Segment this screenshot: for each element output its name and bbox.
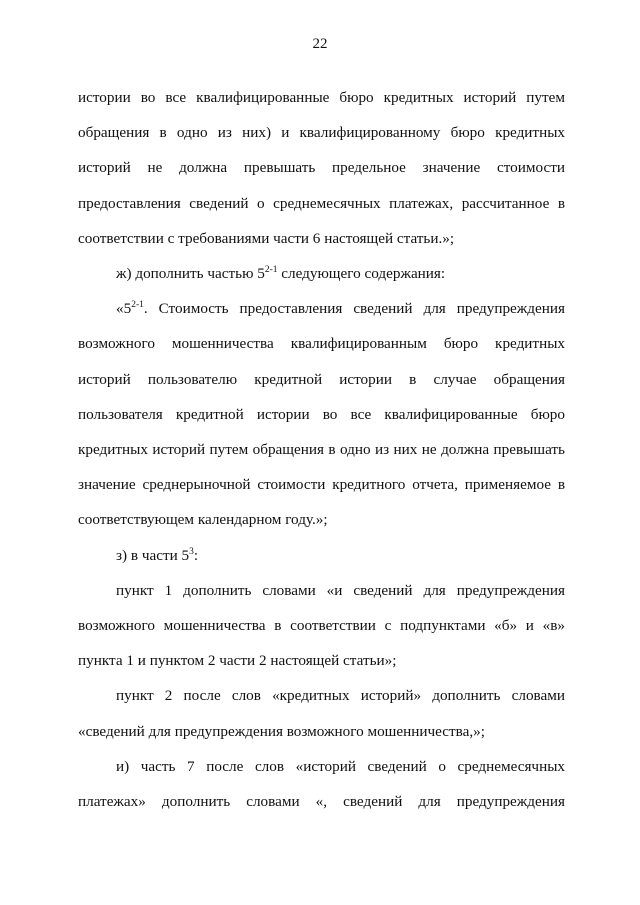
paragraph-text: «5 [116, 300, 132, 318]
paragraph-text: . Стоимость предоставления сведений для предупреждения возможного мошенничества квалифицированным бюро кредитных историй пользователю кредитной истории в случае обращения пользователя кредитной истории во все квалифицированные бюро кредитных историй путем обращения в одно из них не должна превышать значение среднерыночной стоимости кредитного отчета, применяемое в соответствующем календарном году.»; [78, 300, 565, 529]
paragraph-item-i: и) часть 7 после слов «историй сведений о среднемесячных платежах» дополнить словами «, сведений для предупреждения [78, 757, 565, 811]
paragraph-text: з) в части 5 [116, 546, 190, 564]
paragraph-item-zh [78, 256, 565, 291]
superscript: 2-1 [264, 265, 278, 276]
paragraph-continuation: истории во все квалифицированные бюро кредитных историй путем обращения в одно из них) и квалифицированному бюро кредитных историй не должна превышать предельное значение стоимости предоставления сведений о среднемесячных платежах, рассчитанное в соответствии с требованиями части 6 настоящей статьи.»; [78, 89, 565, 247]
paragraph-text: ж) дополнить частью 5 [116, 265, 265, 283]
document-body [78, 80, 565, 819]
paragraph-point-2: пункт 2 после слов «кредитных историй» дополнить словами «сведений для предупреждения возможного мошенничества,»; [78, 687, 565, 740]
paragraph-part-5-2-1 [78, 291, 565, 537]
superscript: 3 [189, 546, 194, 557]
paragraph-point-1: пункт 1 дополнить словами «и сведений для предупреждения возможного мошенничества в соответствии с подпунктами «б» и «в» пункта 1 и пунктом 2 части 2 настоящей статьи»; [78, 581, 565, 670]
paragraph-item-z [78, 538, 565, 573]
superscript: 2-1 [131, 300, 144, 311]
paragraph-text: : [193, 546, 199, 564]
paragraph-text: следующего содержания: [277, 265, 446, 283]
page-number: 22 [312, 36, 328, 52]
